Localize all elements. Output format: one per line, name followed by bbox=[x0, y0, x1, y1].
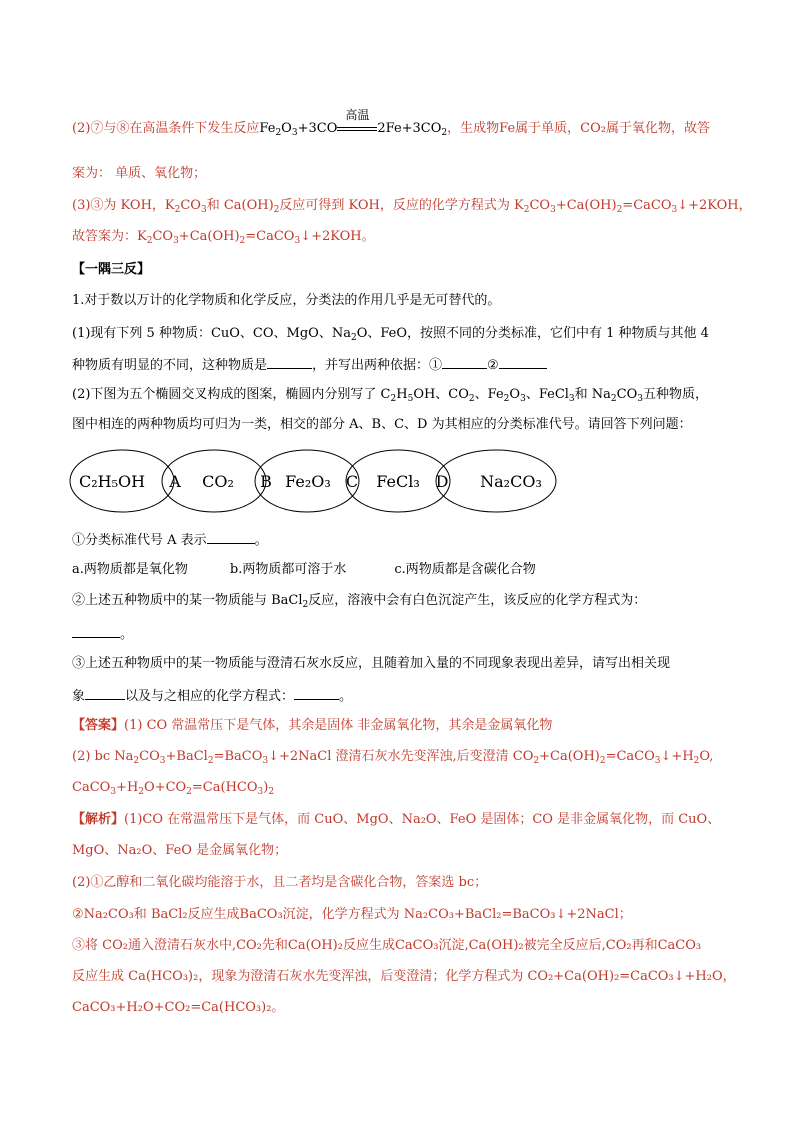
sub-question-3-line1: ③上述五种物质中的某一物质能与澄清石灰水反应，且随着加入量的不同现象表现出差异，请写出相关现 bbox=[72, 656, 671, 671]
sub-question-3-line2 bbox=[72, 687, 352, 705]
text: O、FeO，按照不同的分类标准，它们中有 1 种物质与其他 4 bbox=[356, 326, 709, 341]
ellipse-label-fe2o3: Fe₂O₃ bbox=[285, 472, 331, 491]
sub-question-2-blank-line bbox=[72, 625, 133, 643]
text: +Ca(OH) bbox=[539, 749, 600, 764]
text: =BaCO bbox=[213, 749, 263, 764]
sub: 3 bbox=[159, 756, 166, 766]
analysis-line4: ②Na₂CO₃和 BaCl₂反应生成BaCO₃沉淀，化学方程式为 Na₂CO₃+BaCl₂=BaCO₃↓+2NaCl； bbox=[72, 907, 632, 922]
text: ↓+2KOH。 bbox=[300, 229, 375, 244]
sub: 3 bbox=[637, 394, 643, 404]
text: 和 Na bbox=[574, 387, 611, 402]
sub: 2 bbox=[174, 205, 181, 215]
text: ↓+2NaCl 澄清石灰水先变浑浊,后变澄清 CO bbox=[268, 749, 534, 764]
sub: 2 bbox=[207, 756, 214, 766]
analysis-line5: ③将 CO₂通入澄清石灰水中,CO₂先和Ca(OH)₂反应生成CaCO₃沉淀,Ca(OH)₂被完全反应后,CO₂再和CaCO₃ bbox=[72, 938, 702, 953]
text: ↓+2KOH， bbox=[677, 198, 752, 213]
option-b[interactable]: b.两物质都可溶于水 bbox=[229, 562, 347, 577]
ellipse-diagram bbox=[68, 448, 558, 516]
sub: 2 bbox=[610, 394, 617, 404]
sub-question-1-options bbox=[72, 562, 536, 578]
reaction-condition-label: 高温 bbox=[345, 108, 370, 122]
text: ② bbox=[487, 358, 499, 373]
text: O+CO bbox=[144, 780, 187, 795]
text: ①分类标准代号 A 表示 bbox=[72, 533, 207, 548]
sub: 2 bbox=[138, 787, 145, 797]
sub: 2 bbox=[186, 787, 192, 797]
ellipse-label-na2co3: Na₂CO₃ bbox=[480, 472, 542, 491]
text: =CaCO bbox=[622, 198, 672, 213]
text: ↓+H bbox=[660, 749, 694, 764]
sub: 3 bbox=[173, 236, 179, 246]
text: (2)⑦与⑧在高温条件下发生反应 bbox=[72, 121, 260, 136]
ellipse-label-c2h5oh: C₂H₅OH bbox=[78, 472, 146, 491]
text: 种物质有明显的不同，这种物质是 bbox=[72, 358, 268, 373]
text: O bbox=[509, 387, 521, 402]
text: 、FeCl bbox=[525, 387, 569, 402]
text: 以及与之相应的化学方程式： bbox=[125, 689, 295, 704]
option-c[interactable]: c.两物质都是含碳化合物 bbox=[394, 562, 536, 577]
sub: 2 bbox=[468, 394, 475, 404]
answer-blank[interactable] bbox=[85, 687, 125, 700]
sub-question-2 bbox=[72, 593, 646, 609]
answer-line3 bbox=[72, 780, 274, 796]
prev-answer-2-line1 bbox=[72, 108, 710, 138]
overlap-label-b: B bbox=[260, 472, 272, 491]
text: (2) bc Na bbox=[72, 749, 134, 764]
text: (2)下图为五个椭圆交叉构成的图案，椭圆内分别写了 C bbox=[72, 387, 391, 402]
sub: 3 bbox=[550, 205, 556, 215]
text: CO bbox=[152, 229, 174, 244]
text: ②上述五种物质中的某一物质能与 BaCl bbox=[72, 593, 303, 608]
answer-line2 bbox=[72, 749, 713, 765]
text: 象 bbox=[72, 689, 86, 704]
sub: 3 bbox=[520, 394, 526, 404]
text: =CaCO bbox=[245, 229, 295, 244]
sub: 3 bbox=[200, 205, 207, 215]
sub: 2 bbox=[273, 205, 280, 215]
text: +BaCl bbox=[165, 749, 208, 764]
text: CO bbox=[180, 198, 201, 213]
sub: 2 bbox=[302, 600, 309, 610]
text: ) bbox=[263, 780, 269, 795]
sub: 2 bbox=[133, 756, 140, 766]
sub: 3 bbox=[671, 205, 678, 215]
analysis-line1 bbox=[72, 812, 720, 828]
text: 。 bbox=[120, 627, 134, 642]
sub: 3 bbox=[110, 787, 117, 797]
section-title: 【一隅三反】 bbox=[72, 262, 151, 277]
text: 。 bbox=[339, 689, 353, 704]
text: OH、CO bbox=[413, 387, 469, 402]
text: CO bbox=[139, 749, 160, 764]
sub: 3 bbox=[257, 787, 264, 797]
text: (1) CO 常温常压下是气体，其余是固体 非金属氧化物，其余是金属氧化物 bbox=[124, 718, 553, 733]
sub: 2 bbox=[268, 787, 275, 797]
sub: 3 bbox=[294, 236, 301, 246]
problem-part2-line2: 图中相连的两种物质均可归为一类，相交的部分 A、B、C、D 为其相应的分类标准代号。请回答下列问题： bbox=[72, 417, 692, 432]
text: H bbox=[396, 387, 408, 402]
text: 反应，溶液中会有白色沉淀产生，该反应的化学方程式为： bbox=[308, 593, 647, 608]
analysis-line2: MgO、Na₂O、FeO 是金属氧化物； bbox=[72, 843, 288, 858]
problem-part1-line2 bbox=[72, 356, 547, 374]
text: 。 bbox=[254, 533, 268, 548]
answer-blank[interactable] bbox=[499, 356, 547, 369]
reaction-condition bbox=[337, 108, 377, 137]
sub: 2 bbox=[390, 394, 397, 404]
sub: 2 bbox=[693, 756, 700, 766]
sub: 2 bbox=[599, 756, 606, 766]
text: CO bbox=[529, 198, 551, 213]
reaction-equation: $Fe_2O_3+3CO$ 高温 $2Fe+3CO_2$ bbox=[259, 108, 448, 138]
problem-intro: 1.对于数以万计的化学物质和化学反应，分类法的作用几乎是无可替代的。 bbox=[72, 293, 501, 308]
text: 故答案为：K bbox=[72, 229, 147, 244]
overlap-label-c: C bbox=[345, 472, 359, 491]
analysis-line6: 反应生成 Ca(HCO₃)₂，现象为澄清石灰水先变浑浊，后变澄清；化学方程式为 CO₂+Ca(OH)₂=CaCO₃↓+H₂O， bbox=[72, 969, 736, 984]
problem-part2-line1 bbox=[72, 387, 708, 403]
answer-blank[interactable] bbox=[207, 531, 255, 544]
analysis-label: 【解析】 bbox=[72, 812, 125, 827]
overlap-label-d: D bbox=[435, 472, 449, 491]
answer-blank[interactable] bbox=[267, 356, 312, 369]
text: ，生成物Fe属于单质，CO₂属于氧化物，故答 bbox=[447, 121, 710, 136]
text: CaCO bbox=[72, 780, 111, 795]
text: 五种物质， bbox=[643, 387, 709, 402]
ellipse-label-co2: CO₂ bbox=[202, 472, 234, 491]
text: ，并写出两种依据：① bbox=[312, 358, 443, 373]
text: 反应可得到 KOH，反应的化学方程式为 K bbox=[279, 198, 524, 213]
sub: 3 bbox=[568, 394, 575, 404]
sub: 3 bbox=[654, 756, 661, 766]
sub: 3 bbox=[262, 756, 269, 766]
overlap-label-a: A bbox=[169, 472, 181, 491]
prev-answer-3-line1 bbox=[72, 198, 752, 214]
sub: 2 bbox=[350, 333, 357, 343]
analysis-line3: (2)①乙醇和二氧化碳均能溶于水，且二者均是含碳化合物，答案选 bc； bbox=[72, 875, 488, 890]
sub-question-1 bbox=[72, 531, 268, 549]
analysis-line7: CaCO₃+H₂O+CO₂=Ca(HCO₃)₂。 bbox=[72, 1000, 285, 1015]
sub: 2 bbox=[503, 394, 510, 404]
sub: 2 bbox=[533, 756, 540, 766]
sub: 2 bbox=[523, 205, 530, 215]
text: +H bbox=[116, 780, 139, 795]
sub: 2 bbox=[616, 205, 623, 215]
answer-blank[interactable] bbox=[442, 356, 487, 369]
answer-line1 bbox=[72, 718, 552, 734]
problem-part1-line1 bbox=[72, 326, 709, 342]
answer-label: 【答案】 bbox=[72, 718, 125, 733]
ellipse-label-fecl3: FeCl₃ bbox=[376, 472, 420, 491]
text: (1)CO 在常温常压下是气体，而 CuO、MgO、Na₂O、FeO 是固体；CO 是非金属氧化物，而 CuO、 bbox=[124, 812, 721, 827]
text: +Ca(OH) bbox=[178, 229, 240, 244]
sub: 2 bbox=[146, 236, 153, 246]
option-a[interactable]: a.两物质都是氧化物 bbox=[72, 562, 188, 577]
answer-blank[interactable] bbox=[72, 625, 120, 638]
prev-answer-3-line2 bbox=[72, 229, 375, 245]
text: O, bbox=[699, 749, 714, 764]
text: 案为： 单质、氧化物； bbox=[72, 166, 207, 181]
text: 、Fe bbox=[474, 387, 504, 402]
sub: 2 bbox=[239, 236, 246, 246]
text: +Ca(OH) bbox=[555, 198, 617, 213]
text: (1)现有下列 5 种物质：CuO、CO、MgO、Na bbox=[72, 326, 351, 341]
text: (3)③为 KOH，K bbox=[72, 198, 175, 213]
text: =Ca(HCO bbox=[191, 780, 258, 795]
sub: 5 bbox=[407, 394, 414, 404]
prev-answer-2-line2 bbox=[72, 166, 206, 182]
text: CO bbox=[616, 387, 638, 402]
text: 和 Ca(OH) bbox=[206, 198, 274, 213]
answer-blank[interactable] bbox=[294, 687, 339, 700]
text: =CaCO bbox=[605, 749, 655, 764]
